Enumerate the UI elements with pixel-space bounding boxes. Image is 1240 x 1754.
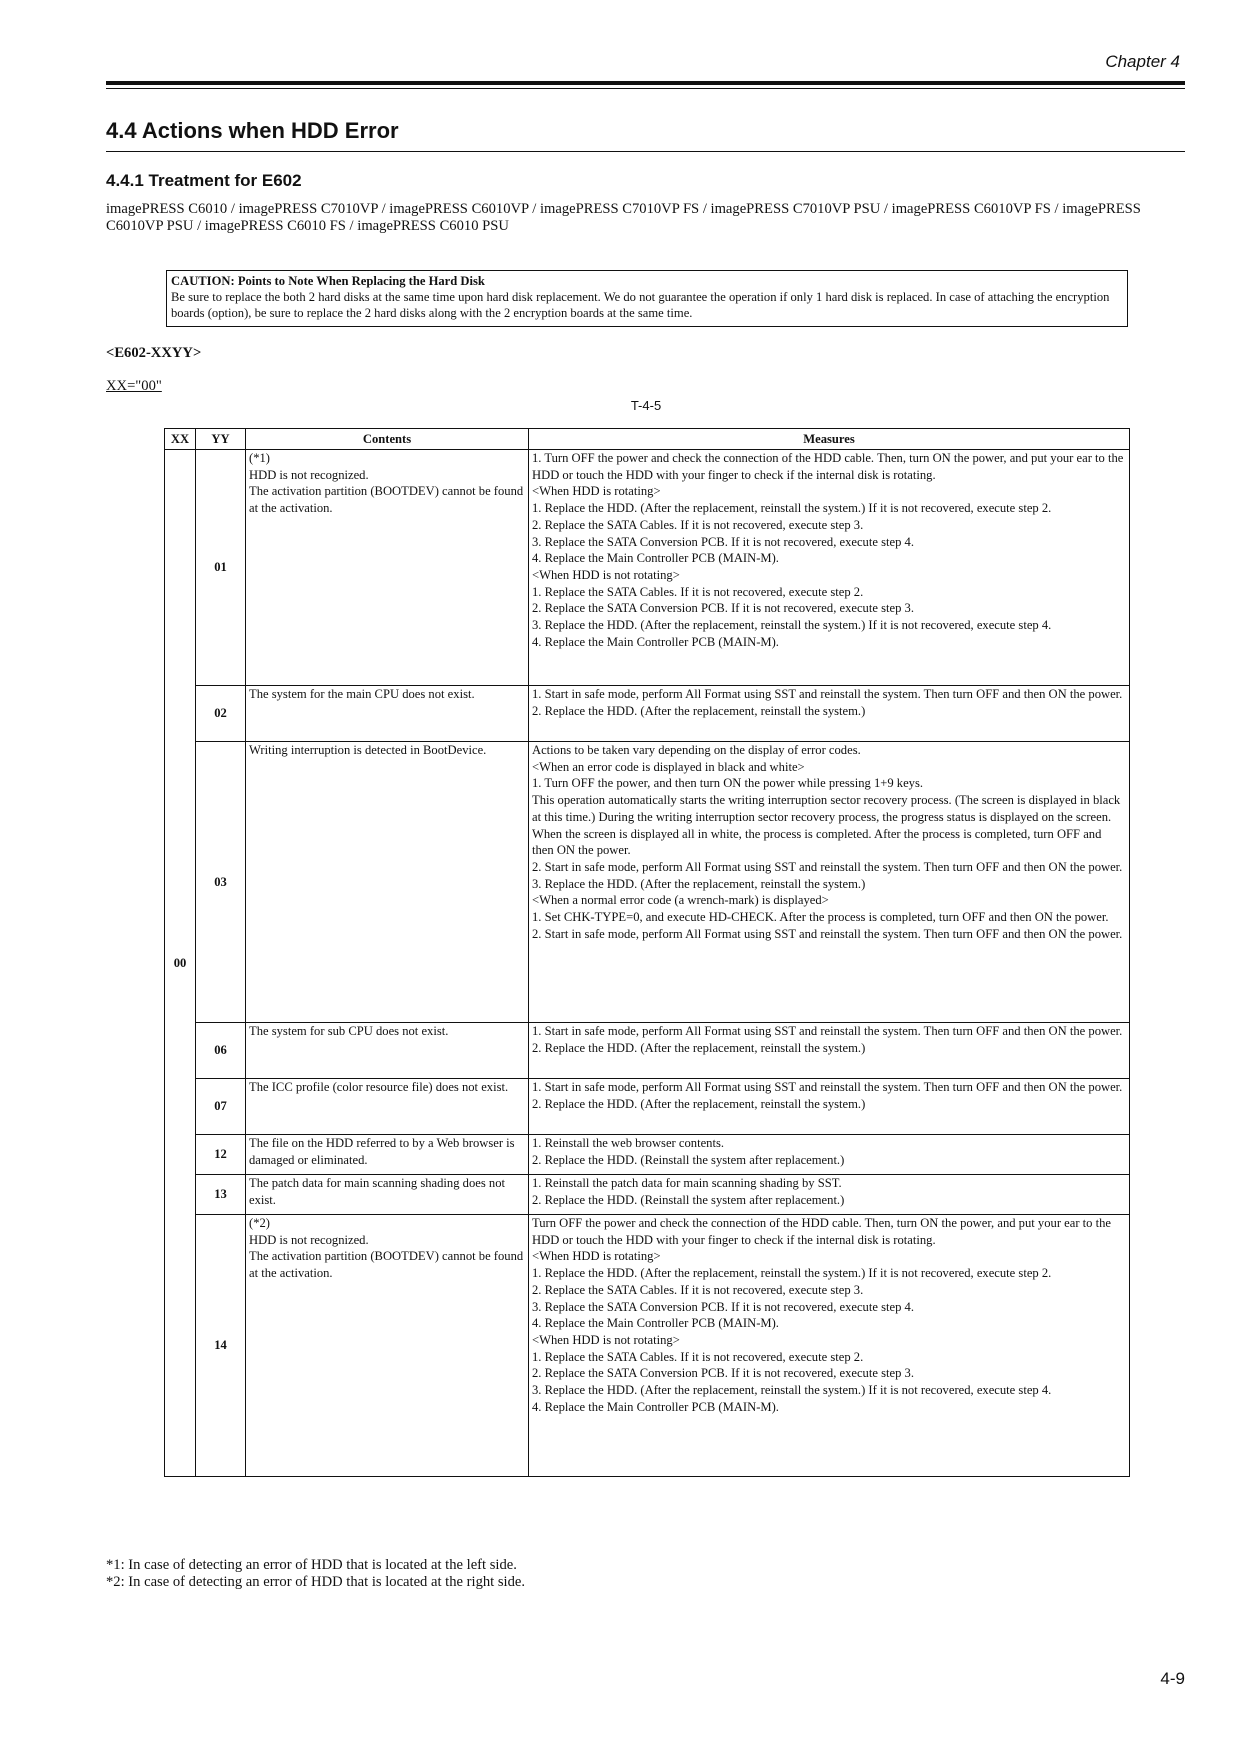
measures-line: 4. Replace the Main Controller PCB (MAIN-M). [532, 551, 779, 566]
measures-line: 1. Reinstall the web browser contents. [532, 1136, 725, 1150]
table-row [165, 1215, 1130, 1477]
yy-cell: 12 [196, 1135, 246, 1175]
caution-body: Be sure to replace the both 2 hard disks at the same time upon hard disk replacement. We do not guarantee the operation if only 1 hard disk is replaced. In case of attaching the encryption boards (option), be sure to replace the 2 hard disks along with the 2 encryption boards at the same time. [171, 290, 1110, 320]
contents-cell [246, 1215, 529, 1477]
table-row [165, 686, 1130, 742]
caution-title: CAUTION: Points to Note When Replacing the Hard Disk [171, 274, 485, 288]
contents-line: Writing interruption is detected in BootDevice. [249, 743, 487, 757]
measures-line: 3. Replace the SATA Conversion PCB. If it is not recovered, execute step 4. [532, 1299, 914, 1314]
table-header-row [165, 429, 1130, 450]
contents-line: (*1) [249, 451, 270, 465]
measures-line: Turn OFF the power and check the connection of the HDD cable. Then, turn ON the power, and put your ear to the HDD or touch the HDD with your finger to check if the internal disk is rotating. [532, 1216, 1112, 1247]
measures-cell [529, 1023, 1130, 1079]
contents-line: The system for sub CPU does not exist. [249, 1024, 449, 1038]
section-title: 4.4 Actions when HDD Error [106, 118, 399, 143]
measures-line: 2. Replace the HDD. (After the replacement, reinstall the system.) [532, 1096, 866, 1111]
yy-cell: 06 [196, 1023, 246, 1079]
header-contents: Contents [246, 429, 529, 450]
measures-line: 1. Start in safe mode, perform All Format using SST and reinstall the system. Then turn OFF and then ON the power. [532, 1080, 1123, 1094]
measures-line: <When HDD is rotating> [532, 484, 661, 499]
xx-value: XX="00" [106, 378, 162, 394]
measures-line: 1. Replace the HDD. (After the replacement, reinstall the system.) If it is not recovered, execute step 2. [532, 501, 1052, 516]
table-body [165, 450, 1130, 1477]
yy-cell: 07 [196, 1079, 246, 1135]
measures-line: 4. Replace the Main Controller PCB (MAIN-M). [532, 1316, 779, 1331]
measures-line: 2. Replace the SATA Cables. If it is not recovered, execute step 3. [532, 517, 864, 532]
measures-line: 2. Replace the SATA Cables. If it is not recovered, execute step 3. [532, 1282, 864, 1297]
measures-line: <When HDD is not rotating> [532, 1332, 680, 1347]
table-row [165, 1175, 1130, 1215]
measures-line: 2. Replace the SATA Conversion PCB. If it is not recovered, execute step 3. [532, 1366, 914, 1381]
measures-cell [529, 1175, 1130, 1215]
header-rule-thick [106, 81, 1185, 85]
contents-cell [246, 1023, 529, 1079]
measures-line: 2. Replace the SATA Conversion PCB. If it is not recovered, execute step 3. [532, 601, 914, 616]
measures-line: 1. Start in safe mode, perform All Format using SST and reinstall the system. Then turn OFF and then ON the power. [532, 1024, 1123, 1038]
contents-cell [246, 1135, 529, 1175]
measures-line: 1. Replace the HDD. (After the replacement, reinstall the system.) If it is not recovered, execute step 2. [532, 1266, 1052, 1281]
contents-line: The patch data for main scanning shading does not exist. [249, 1176, 506, 1207]
measures-line: <When HDD is rotating> [532, 1249, 661, 1264]
caution-box [166, 270, 1128, 327]
yy-cell: 01 [196, 450, 246, 686]
measures-cell [529, 1215, 1130, 1477]
footnotes [106, 1557, 525, 1591]
header-xx: XX [165, 429, 196, 450]
model-list: imagePRESS C6010 / imagePRESS C7010VP / imagePRESS C6010VP / imagePRESS C7010VP FS / imagePRESS C7010VP PSU / imagePRESS C6010VP FS / imagePRESS C6010VP PSU / imagePRESS C6010 FS / imagePRESS C6010 PSU [106, 201, 1141, 234]
subsection-title: 4.4.1 Treatment for E602 [106, 171, 302, 190]
yy-cell: 13 [196, 1175, 246, 1215]
measures-line: 4. Replace the Main Controller PCB (MAIN-M). [532, 1399, 779, 1414]
contents-line: The file on the HDD referred to by a Web browser is damaged or eliminated. [249, 1136, 515, 1167]
measures-line: 3. Replace the HDD. (After the replacement, reinstall the system.) If it is not recovered, execute step 4. [532, 1383, 1052, 1398]
measures-line: 3. Replace the SATA Conversion PCB. If it is not recovered, execute step 4. [532, 534, 914, 549]
contents-cell [246, 1175, 529, 1215]
measures-line: 1. Replace the SATA Cables. If it is not recovered, execute step 2. [532, 584, 864, 599]
contents-line: (*2) [249, 1216, 270, 1230]
measures-line: 2. Replace the HDD. (After the replacement, reinstall the system.) [532, 1040, 866, 1055]
contents-cell [246, 1079, 529, 1135]
header-yy: YY [196, 429, 246, 450]
contents-line: The ICC profile (color resource file) does not exist. [249, 1080, 509, 1094]
yy-cell: 03 [196, 742, 246, 1023]
table-row [165, 742, 1130, 1023]
measures-line: 2. Start in safe mode, perform All Format using SST and reinstall the system. Then turn OFF and then ON the power. [532, 926, 1123, 941]
measures-line: 2. Start in safe mode, perform All Format using SST and reinstall the system. Then turn OFF and then ON the power. [532, 859, 1123, 874]
xx-cell: 00 [165, 450, 196, 1477]
header-measures: Measures [529, 429, 1130, 450]
measures-line: 2. Replace the HDD. (Reinstall the system after replacement.) [532, 1152, 845, 1167]
measures-cell [529, 1079, 1130, 1135]
section-title-rule [106, 151, 1185, 152]
contents-cell [246, 450, 529, 686]
table-label: T-4-5 [630, 398, 662, 413]
measures-line: <When HDD is not rotating> [532, 567, 680, 582]
table-row [165, 1135, 1130, 1175]
contents-line: HDD is not recognized. [249, 467, 369, 482]
table-row [165, 1023, 1130, 1079]
measures-line: 1. Replace the SATA Cables. If it is not recovered, execute step 2. [532, 1349, 864, 1364]
measures-line: This operation automatically starts the writing interruption sector recovery process. (The screen is displayed in black at this time.) During the writing interruption sector recovery process, the progress status is displayed on the screen. When the screen is displayed all in white, the process is completed. After the process is completed, turn OFF and then ON the power. [532, 793, 1121, 858]
measures-line: 1. Set CHK-TYPE=0, and execute HD-CHECK. After the process is completed, turn OFF and then ON the power. [532, 910, 1109, 925]
measures-line: <When an error code is displayed in black and white> [532, 759, 805, 774]
contents-line: The activation partition (BOOTDEV) cannot be found at the activation. [249, 484, 524, 516]
error-code-title: <E602-XXYY> [106, 345, 202, 361]
contents-cell [246, 742, 529, 1023]
header-rule-thin [106, 88, 1185, 89]
measures-line: 1. Turn OFF the power, and then turn ON the power while pressing 1+9 keys. [532, 776, 924, 791]
measures-line: 2. Replace the HDD. (After the replacement, reinstall the system.) [532, 703, 866, 718]
measures-line: <When a normal error code (a wrench-mark) is displayed> [532, 893, 829, 908]
measures-line: 1. Start in safe mode, perform All Format using SST and reinstall the system. Then turn OFF and then ON the power. [532, 687, 1123, 701]
contents-line: The activation partition (BOOTDEV) cannot be found at the activation. [249, 1249, 524, 1281]
measures-cell [529, 686, 1130, 742]
table-row [165, 450, 1130, 686]
measures-line: Actions to be taken vary depending on the display of error codes. [532, 743, 861, 757]
measures-line: 3. Replace the HDD. (After the replacement, reinstall the system.) If it is not recovered, execute step 4. [532, 618, 1052, 633]
measures-cell [529, 1135, 1130, 1175]
chapter-label: Chapter 4 [1105, 52, 1180, 71]
measures-line: 3. Replace the HDD. (After the replacement, reinstall the system.) [532, 876, 866, 891]
measures-line: 2. Replace the HDD. (Reinstall the system after replacement.) [532, 1192, 845, 1207]
measures-line: 1. Turn OFF the power and check the connection of the HDD cable. Then, turn ON the power, and put your ear to the HDD or touch the HDD with your finger to check if the internal disk is rotating. [532, 451, 1124, 482]
error-table [164, 428, 1130, 1477]
contents-line: HDD is not recognized. [249, 1232, 369, 1247]
measures-cell [529, 450, 1130, 686]
yy-cell: 02 [196, 686, 246, 742]
table-row [165, 1079, 1130, 1135]
measures-line: 1. Reinstall the patch data for main scanning shading by SST. [532, 1176, 842, 1190]
footnote-1: *1: In case of detecting an error of HDD that is located at the left side. [106, 1557, 517, 1573]
page-number: 4-9 [1160, 1669, 1185, 1688]
contents-cell [246, 686, 529, 742]
contents-line: The system for the main CPU does not exist. [249, 687, 475, 701]
measures-cell [529, 742, 1130, 1023]
yy-cell: 14 [196, 1215, 246, 1477]
measures-line: 4. Replace the Main Controller PCB (MAIN-M). [532, 634, 779, 649]
footnote-2: *2: In case of detecting an error of HDD that is located at the right side. [106, 1574, 526, 1590]
